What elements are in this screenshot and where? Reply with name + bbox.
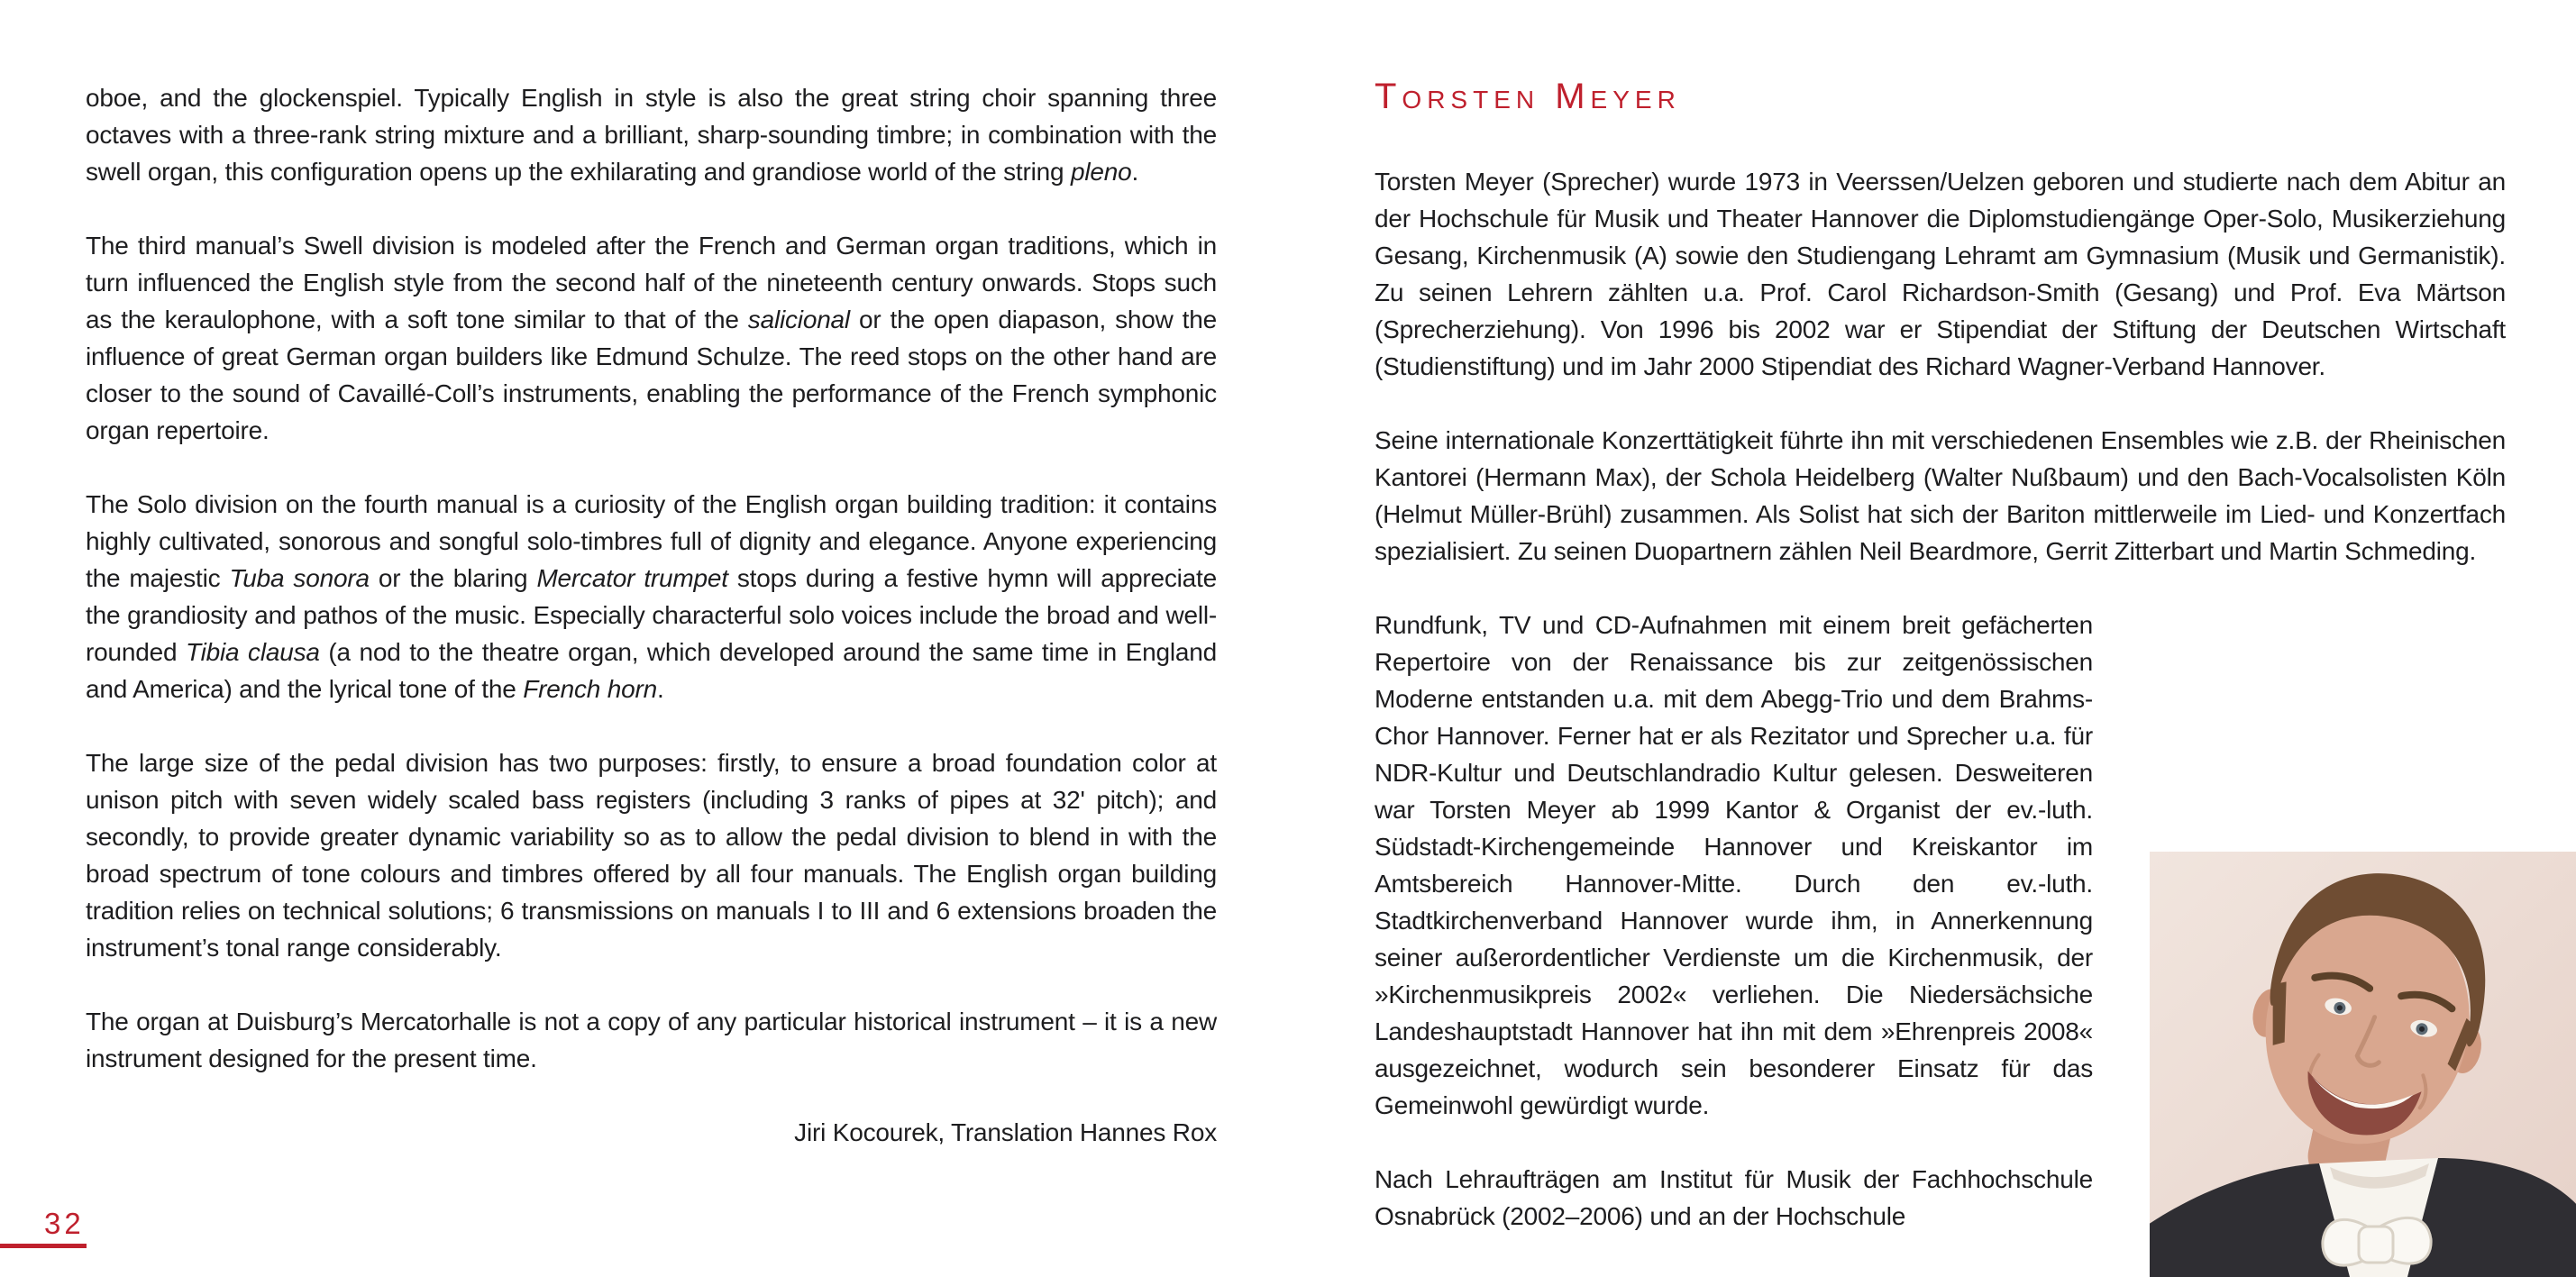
paragraph-organ-2: The third manual’s Swell division is modeled after the French and German organ traditions, which in turn influenced the English style from the second half of the nineteenth century onwards. Stops such as the keraulophone, with a soft tone similar to that of the salicional or the open diapason, show the influence of great German organ builders like Edmund Schulze. The reed stops on the other hand are closer to the sound of Cavaillé-Coll’s instruments, enabling the performance of the French symphonic organ repertoire. xyxy=(86,232,1218,444)
page-right xyxy=(1288,0,2576,1277)
paragraph-organ-3: The Solo division on the fourth manual is a curiosity of the English organ building tradition: it contains highly cultivated, sonorous and songful solo-timbres full of dignity and elegance. Anyone experiencing the majestic Tuba sonora or the blaring Mercator trumpet stops during a festive hymn will appreciate the grandiosity and pathos of the music. Especially characterful solo voices include the broad and well-rounded Tibia clausa (a nod to the theatre organ, which developed around the same time in England and America) and the lyrical tone of the French horn. xyxy=(86,490,1217,703)
paragraph-organ-4: The large size of the pedal division has two purposes: firstly, to ensure a broad foundation color at unison pitch with seven widely scaled bass registers (including 3 ranks of pipes at 32' pitch); and secondly, to provide greater dynamic variability so as to allow the pedal division to blend in with the broad spectrum of tone colours and timbres offered by all four manuals. The English organ building tradition relies on technical solutions; 6 transmissions on manuals I to III and 6 extensions broaden the instrument’s tonal range considerably. xyxy=(86,749,1217,962)
page-number-block xyxy=(0,1209,87,1248)
paragraph-bio-2: Seine internationale Konzerttätigkeit führte ihn mit verschiedenen Ensembles wie z.B. der Rheinischen Kantorei (Hermann Max), der Schola Heidelberg (Walter Nußbaum) und den Bach-Vocalsolisten Köln (Helmut Müller-Brühl) zusammen. Als Solist hat sich der Bariton mittlerweile im Lied- und Konzertfach spezialisiert. Zu seinen Duopartnern zählen Neil Beardmore, Gerrit Zitterbart und Martin Schmeding. xyxy=(1375,426,2506,565)
page-title: Torsten Meyer xyxy=(1375,77,1681,116)
portrait-photo xyxy=(2150,852,2576,1277)
paragraph-bio-3: Rundfunk, TV und CD-Aufnahmen mit einem breit gefächerten Repertoire von der Renaissance bis zur zeitgenössischen Moderne entstanden u.a. mit dem Abegg-Trio und dem Brahms-Chor Hannover. Ferner hat er als Rezitator und Sprecher u.a. für NDR-Kultur und Deutschlandradio Kultur gelesen. Desweiteren war Torsten Meyer ab 1999 Kantor & Organist der ev.-luth. Südstadt-Kirchengemeinde Hannover und Kreiskantor im Amtsbereich Hannover-Mitte. Durch den ev.-luth. Stadtkirchenverband Hannover wurde ihm, in Annerkennung seiner außerordentlicher Verdienste um die Kirchenmusik, der »Kirchenmusikpreis 2002« verliehen. Die Niedersächsiche Landeshauptstadt Hannover hat ihn mit dem »Ehrenpreis 2008« ausgezeichnet, wodurch sein besonderer Einsatz für das Gemeinwohl gewürdigt wurde. xyxy=(1375,611,2093,1119)
paragraph-bio-4: Nach Lehraufträgen am Institut für Musik der Fachhochschule Osnabrück (2002–2006) und an der Hochschule xyxy=(1375,1165,2093,1230)
page-number: 32 xyxy=(44,1207,85,1240)
paragraph-organ-1: oboe, and the glockenspiel. Typically English in style is also the great string choir spanning three octaves with a three-rank string mixture and a brilliant, sharp-sounding timbre; in combination with the swell organ, this configuration opens up the exhilarating and grandiose world of the string pleno. xyxy=(86,84,1217,186)
portrait-photo-illustration xyxy=(2150,852,2576,1277)
credit-line: Jiri Kocourek, Translation Hannes Rox xyxy=(794,1118,1217,1146)
paragraph-organ-5: The organ at Duisburg’s Mercatorhalle is not a copy of any particular historical instrument – it is a new instrument designed for the present time. xyxy=(86,1008,1217,1072)
paragraph-bio-1: Torsten Meyer (Sprecher) wurde 1973 in Veerssen/Uelzen geboren und studierte nach dem Abitur an der Hochschule für Musik und Theater Hannover die Diplomstudiengänge Oper-Solo, Musikerziehung Gesang, Kirchenmusik (A) sowie den Studiengang Lehramt am Gymnasium (Musik und Germanistik). Zu seinen Lehrern zählten u.a. Prof. Carol Richardson-Smith (Gesang) und Prof. Eva Märtson (Sprecherziehung). Von 1996 bis 2002 war er Stipendiat der Stiftung der Deutschen Wirtschaft (Studienstiftung) und im Jahr 2000 Stipendiat des Richard Wagner-Verband Hannover. xyxy=(1375,168,2506,380)
page-number-rule xyxy=(0,1244,87,1248)
